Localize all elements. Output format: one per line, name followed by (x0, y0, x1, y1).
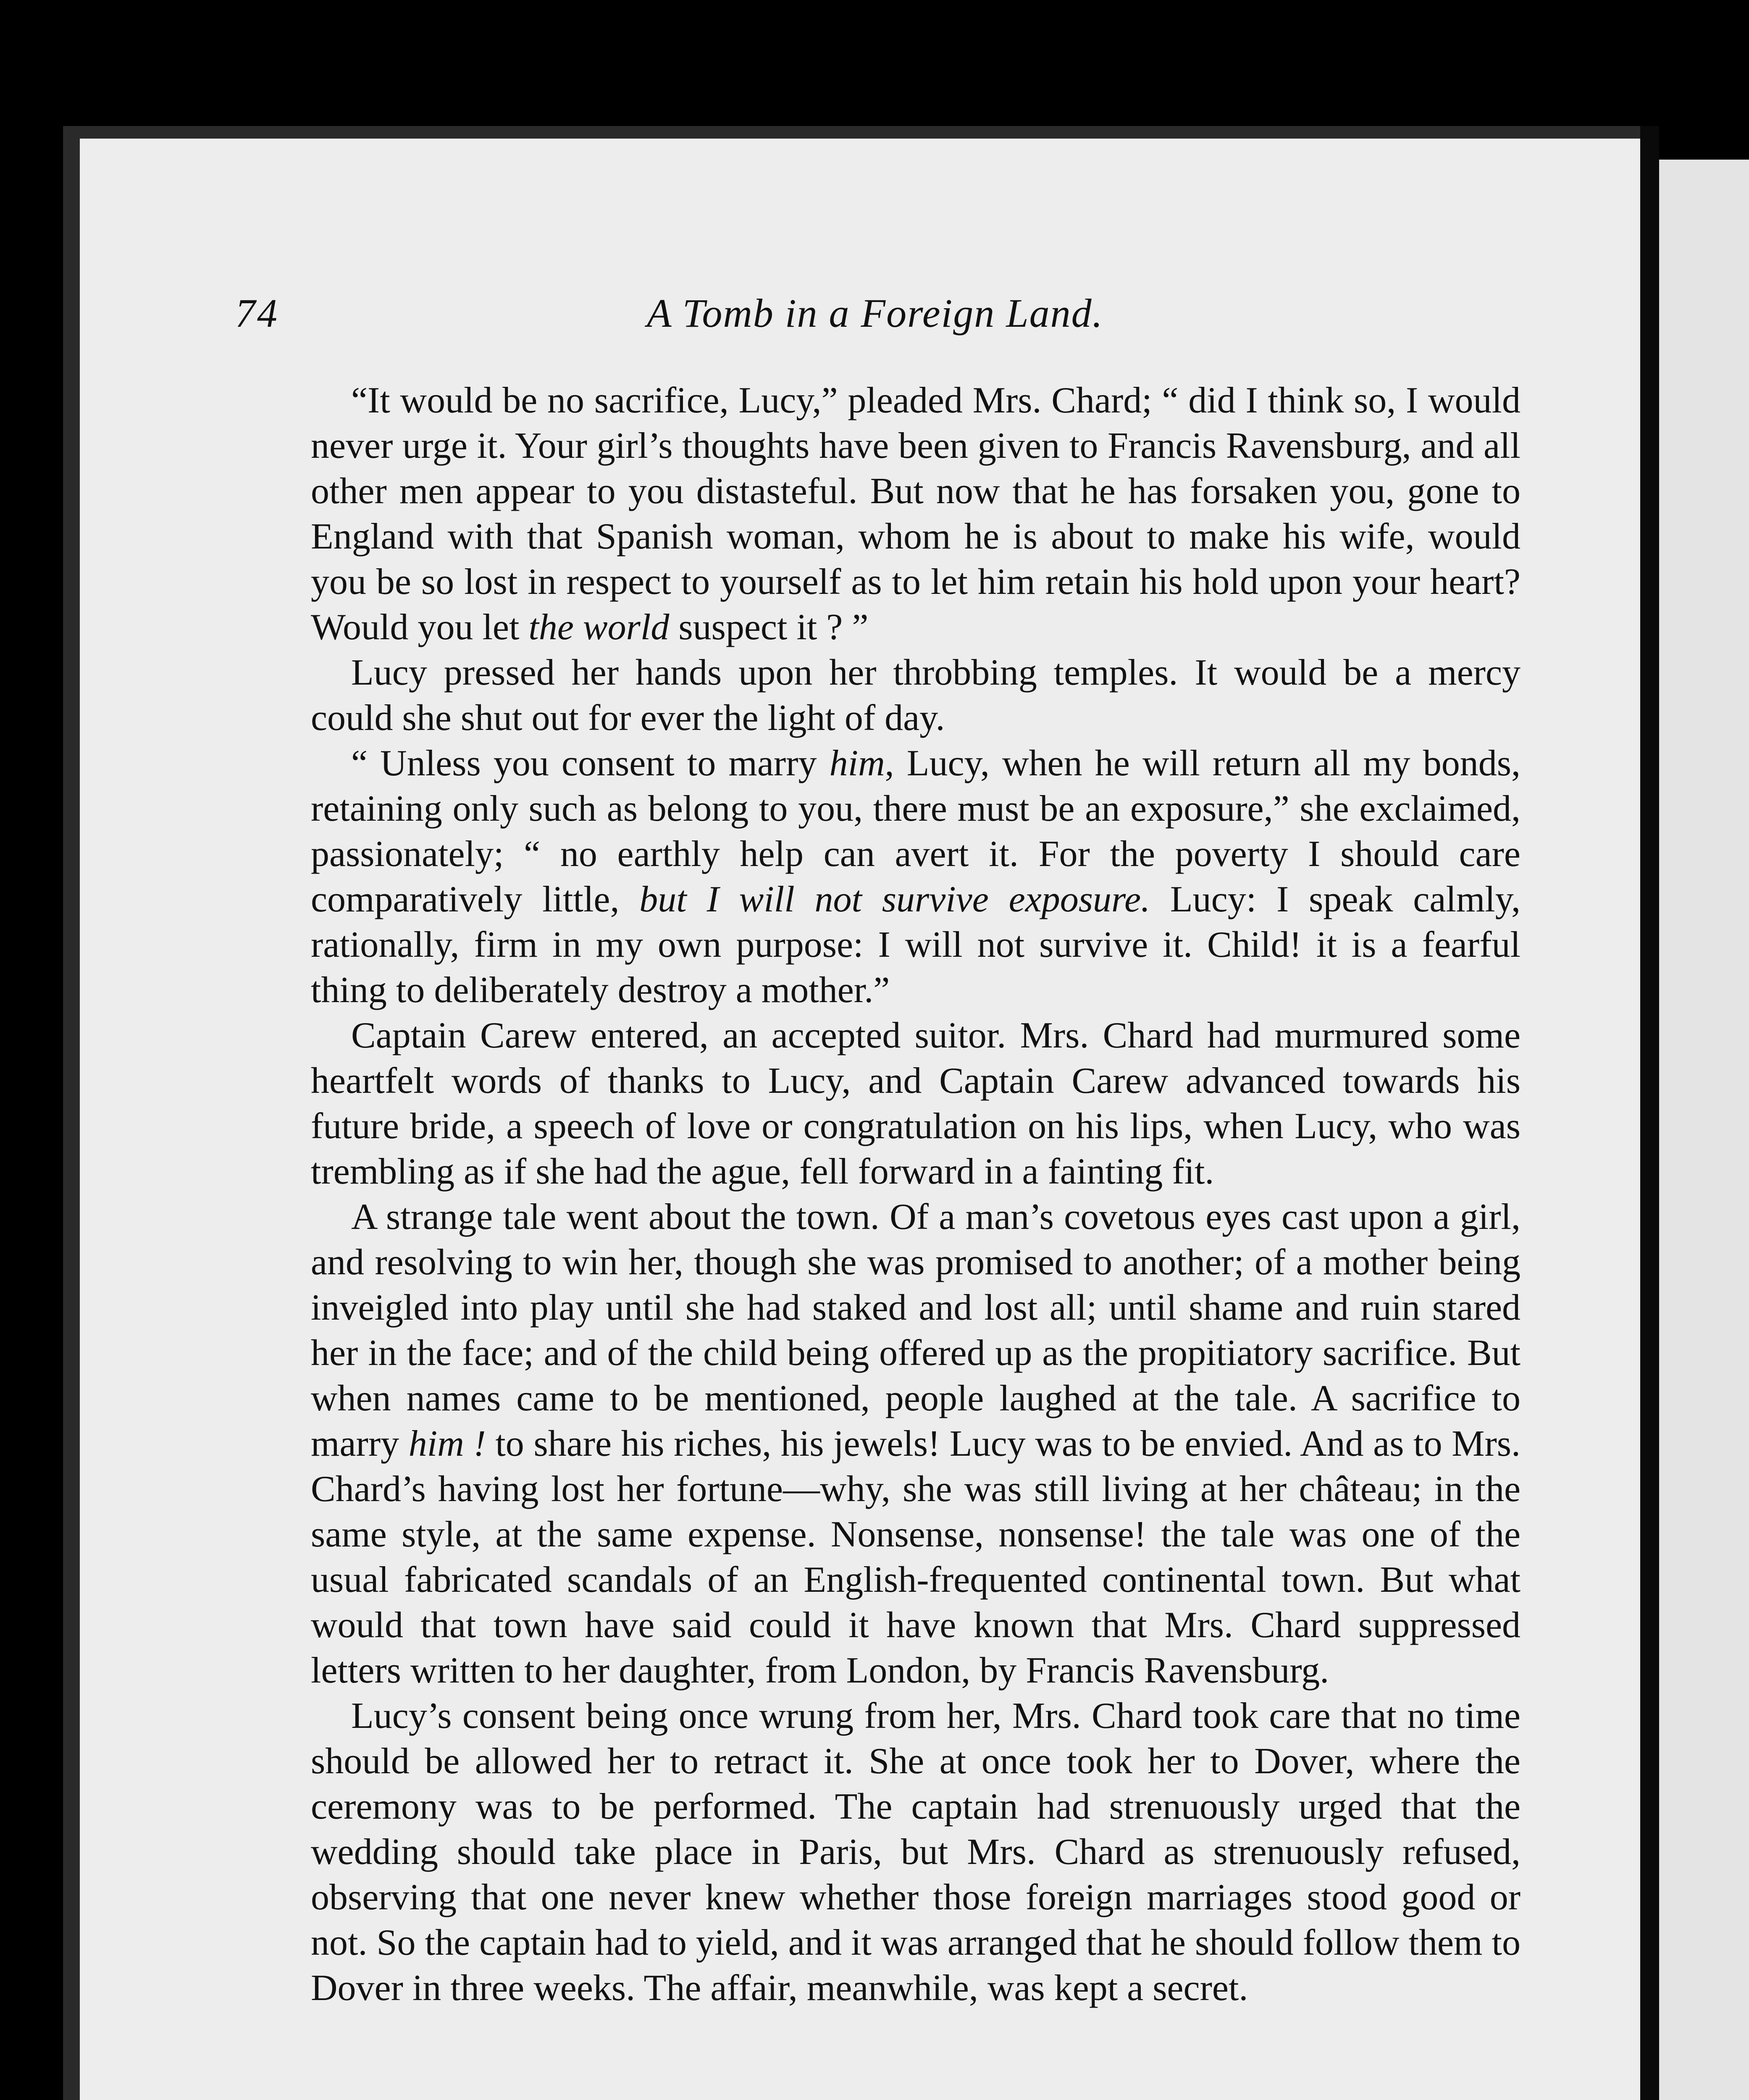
paragraph-3-emphasis-b: but I will not survive exposure. (639, 879, 1150, 920)
paragraph-4: Captain Carew entered, an accepted suitor. Mrs. Chard had murmured some heartfelt words of thanks to Lucy, and Captain Carew advanced towards his future bride, a speech of love or congratulation on his lips, when Lucy, who was trembling as if she had the ague, fell forward in a fainting fit. (311, 1015, 1521, 1192)
paragraph-3-text-b: , Lucy, when he will return all my bonds, retaining only such as belong to you, there must be an exposure,” she exclaimed, passionately; “ no earthly help can avert it. For the poverty I should care comparatively little, (311, 743, 1521, 920)
running-title: A Tomb in a Foreign Land. (647, 291, 1103, 336)
paragraph-6: Lucy’s consent being once wrung from her, Mrs. Chard took care that no time should be allowed her to retract it. She at once took her to Dover, where the ceremony was to be performed. The captain had strenuously urged that the wedding should take place in Paris, but Mrs. Chard as strenuously refused, observing that one never knew whether those foreign marriages stood good or not. So the captain had to yield, and it was arranged that he should follow them to Dover in three weeks. The affair, meanwhile, was kept a secret. (311, 1696, 1521, 2008)
paragraph-3-emphasis-a: him (829, 743, 885, 784)
page-number: 74 (235, 291, 279, 336)
page-header (235, 290, 1512, 340)
paragraph-2: Lucy pressed her hands upon her throbbing temples. It would be a mercy could she shut out for ever the light of day. (311, 652, 1521, 738)
paragraph-3 (311, 741, 1521, 1013)
paragraph-5-text-a: A strange tale went about the town. Of a man’s covetous eyes cast upon a girl, and resolving to win her, though she was promised to another; of a mother being inveigled into play until she had staked and lost all; until shame and ruin stared her in the face; and of the child being offered up as the propitiatory sacrifice. But when names came to be mentioned, people laughed at the tale. A sacrifice to marry (311, 1197, 1521, 1464)
paragraph-3-text-a: “ Unless you consent to marry (351, 743, 830, 784)
facing-page-edge (1659, 160, 1749, 2100)
body-text (311, 378, 1521, 2011)
paragraph-1-text-b: suspect it ? ” (669, 607, 869, 648)
paragraph-1 (311, 378, 1521, 650)
paragraph-5 (311, 1194, 1521, 1693)
paragraph-1-text-a: “It would be no sacrifice, Lucy,” pleaded Mrs. Chard; “ did I think so, I would never urge it. Your girl’s thoughts have been given to Francis Ravensburg, and all other men appear to you distasteful. But now that he has forsaken you, gone to England with that Spanish woman, whom he is about to make his wife, would you be so lost in respect to yourself as to let him retain his hold upon your heart? Would you let (311, 380, 1521, 648)
paragraph-3-text-c: Lucy: I speak calmly, rationally, firm in my own purpose: I will not survive it. Child! it is a fearful thing to deliberately destroy a mother.” (311, 879, 1521, 1011)
page-gutter (1640, 126, 1659, 2100)
paragraph-5-emphasis: him ! (408, 1423, 486, 1464)
paragraph-5-text-b: to share his riches, his jewels! Lucy was to be envied. And as to Mrs. Chard’s having lost her fortune—why, she was still living at her château; in the same style, at the same expense. Nonsense, nonsense! the tale was one of the usual fabricated scandals of an English-frequented continental town. But what would that town have said could it have known that Mrs. Chard suppressed letters written to her daughter, from London, by Francis Ravensburg. (311, 1423, 1521, 1691)
paragraph-1-emphasis: the world (528, 607, 670, 648)
